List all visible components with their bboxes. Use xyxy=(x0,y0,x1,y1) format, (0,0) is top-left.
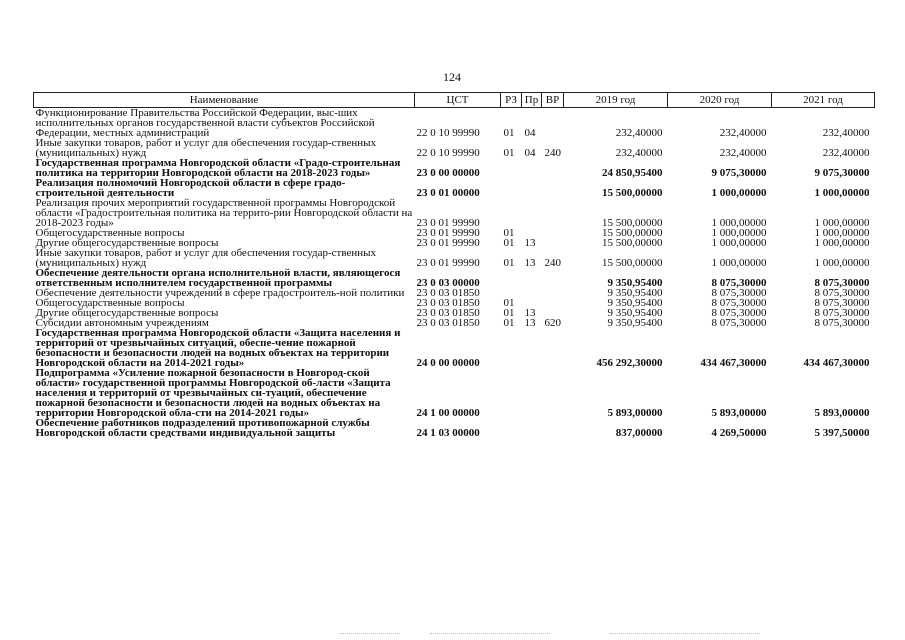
cell-y2019: 24 850,95400 xyxy=(602,167,663,179)
scan-artifact-line xyxy=(340,633,400,635)
cell-name: Иные закупки товаров, работ и услуг для обеспечения государ-ственных (муниципальных) нужд xyxy=(35,247,377,269)
cell-y2020: 232,40000 xyxy=(719,147,767,159)
cell-name: Общегосударственные вопросы xyxy=(35,297,185,309)
cell-rz: 01 xyxy=(503,127,515,139)
cell-cst: 23 0 00 00000 xyxy=(416,167,480,179)
cell-vr xyxy=(542,298,564,308)
cell-name: Реализация полномочий Новгородской области в сфере градо-строительной деятельности xyxy=(35,177,346,199)
cell-cst: 23 0 03 01850 xyxy=(416,297,480,309)
cell-y2020: 434 467,30000 xyxy=(700,357,767,369)
cell-vr xyxy=(542,178,564,198)
cell-vr: 240 xyxy=(544,147,561,159)
cell-y2021: 8 075,30000 xyxy=(814,297,870,309)
header-pr: Пр xyxy=(522,93,542,108)
table-row xyxy=(34,328,875,368)
cell-cst: 24 1 03 00000 xyxy=(416,427,480,439)
table-header-row xyxy=(34,93,875,108)
cell-cst: 23 0 01 99990 xyxy=(416,237,480,249)
cell-cst: 23 0 01 99990 xyxy=(416,227,480,239)
cell-y2019: 9 350,95400 xyxy=(607,297,663,309)
cell-y2020: 8 075,30000 xyxy=(711,307,767,319)
cell-y2021: 232,40000 xyxy=(822,127,870,139)
cell-y2020: 1 000,00000 xyxy=(711,217,767,229)
cell-y2020: 4 269,50000 xyxy=(711,427,767,439)
cell-vr: 620 xyxy=(544,317,561,329)
cell-name: Функционирование Правительства Российской Федерации, выс-ших исполнительных органов государственной власти субъектов Российской Федерации, местных администраций xyxy=(35,107,375,139)
cell-pr xyxy=(522,198,542,228)
cell-rz: 01 xyxy=(503,257,515,269)
cell-y2019: 837,00000 xyxy=(615,427,663,439)
cell-cst: 23 0 03 01850 xyxy=(416,317,480,329)
cell-rz xyxy=(501,158,522,178)
cell-name: Государственная программа Новгородской области «Защита населения и территорий от чрезвычайных ситуаций, обеспе-чение пожарной безопасности и безопасности людей на водных объектах на территории Новгородской области на 2014-2021 годы» xyxy=(35,327,401,369)
cell-pr: 13 xyxy=(524,307,536,319)
cell-pr: 04 xyxy=(524,147,536,159)
table-row xyxy=(34,108,875,139)
header-rz: РЗ xyxy=(501,93,522,108)
scan-artifact-line xyxy=(610,633,760,635)
cell-pr xyxy=(522,418,542,438)
cell-pr xyxy=(522,158,542,178)
cell-y2020: 8 075,30000 xyxy=(711,297,767,309)
cell-y2021: 1 000,00000 xyxy=(814,257,870,269)
cell-vr xyxy=(542,288,564,298)
cell-rz xyxy=(501,268,522,288)
table-row xyxy=(34,268,875,288)
cell-name: Подпрограмма «Усиление пожарной безопасности в Новгород-ской области» государственной программы Новгородской об-ласти «Защита населения и территорий от чрезвычайных си-туаций, обеспечение пожарной безопасности и безопасности людей на водных объектах на территории Новгородской обла-сти на 2014-2021 годы» xyxy=(35,367,391,419)
header-cst: ЦСТ xyxy=(415,93,501,108)
cell-pr xyxy=(522,288,542,298)
cell-rz: 01 xyxy=(503,147,515,159)
cell-rz: 01 xyxy=(503,237,515,249)
cell-cst: 22 0 10 99990 xyxy=(416,147,480,159)
page-number: 124 xyxy=(443,70,461,84)
cell-y2019: 232,40000 xyxy=(615,147,663,159)
cell-cst: 23 0 01 99990 xyxy=(416,217,480,229)
cell-vr xyxy=(542,228,564,238)
cell-rz xyxy=(501,418,522,438)
cell-y2019: 15 500,00000 xyxy=(602,187,663,199)
cell-rz xyxy=(501,368,522,418)
cell-name: Общегосударственные вопросы xyxy=(35,227,185,239)
cell-y2020: 8 075,30000 xyxy=(711,277,767,289)
cell-rz xyxy=(501,178,522,198)
cell-y2021: 1 000,00000 xyxy=(814,237,870,249)
cell-vr xyxy=(542,238,564,248)
cell-rz: 01 xyxy=(503,227,515,239)
cell-y2020: 8 075,30000 xyxy=(711,287,767,299)
cell-name: Реализация прочих мероприятий государственной программы Новгородской области «Градостроительная политика на террито-рии Новгородской области на 2018-2023 годы» xyxy=(35,197,413,229)
table-row xyxy=(34,178,875,198)
cell-y2019: 5 893,00000 xyxy=(607,407,663,419)
header-2019: 2019 год xyxy=(564,93,668,108)
cell-rz: 01 xyxy=(503,297,515,309)
cell-cst: 22 0 10 99990 xyxy=(416,127,480,139)
cell-cst: 23 0 01 99990 xyxy=(416,257,480,269)
cell-pr: 13 xyxy=(524,317,536,329)
cell-y2021: 1 000,00000 xyxy=(814,227,870,239)
cell-y2021: 434 467,30000 xyxy=(803,357,870,369)
cell-vr xyxy=(542,158,564,178)
cell-y2019: 15 500,00000 xyxy=(602,237,663,249)
cell-vr xyxy=(542,368,564,418)
cell-name: Государственная программа Новгородской области «Градо-строительная политика на территории Новгородской области на 2018-2023 годы» xyxy=(35,157,401,179)
table-row xyxy=(34,158,875,178)
cell-pr xyxy=(522,368,542,418)
cell-name: Обеспечение работников подразделений противопожарной службы Новгородской области средствами индивидуальной защиты xyxy=(35,417,370,439)
header-2020: 2020 год xyxy=(668,93,772,108)
cell-vr xyxy=(542,418,564,438)
cell-y2019: 9 350,95400 xyxy=(607,287,663,299)
table-body xyxy=(34,108,875,439)
cell-y2021: 8 075,30000 xyxy=(814,307,870,319)
cell-name: Другие общегосударственные вопросы xyxy=(35,237,219,249)
cell-y2021: 8 075,30000 xyxy=(814,287,870,299)
cell-y2021: 5 397,50000 xyxy=(814,427,870,439)
cell-vr xyxy=(542,108,564,139)
table-row xyxy=(34,138,875,158)
cell-name: Обеспечение деятельности учреждений в сфере градостроитель-ной политики xyxy=(35,287,405,299)
cell-cst: 23 0 03 00000 xyxy=(416,277,480,289)
cell-pr: 13 xyxy=(524,237,536,249)
cell-cst: 23 0 01 00000 xyxy=(416,187,480,199)
table-row xyxy=(34,368,875,418)
cell-y2020: 1 000,00000 xyxy=(711,237,767,249)
budget-table xyxy=(33,92,875,438)
cell-name: Субсидии автономным учреждениям xyxy=(35,317,209,329)
table-row xyxy=(34,248,875,268)
cell-y2021: 1 000,00000 xyxy=(814,187,870,199)
cell-rz xyxy=(501,198,522,228)
cell-y2019: 15 500,00000 xyxy=(602,257,663,269)
cell-y2020: 5 893,00000 xyxy=(711,407,767,419)
cell-vr xyxy=(542,328,564,368)
cell-y2021: 8 075,30000 xyxy=(814,277,870,289)
cell-y2020: 1 000,00000 xyxy=(711,187,767,199)
cell-name: Другие общегосударственные вопросы xyxy=(35,307,219,319)
cell-name: Обеспечение деятельности органа исполнительной власти, являющегося ответственным исполнителем государственной программы xyxy=(35,267,401,289)
cell-y2021: 9 075,30000 xyxy=(814,167,870,179)
cell-y2019: 9 350,95400 xyxy=(607,317,663,329)
cell-y2021: 5 893,00000 xyxy=(814,407,870,419)
cell-y2019: 15 500,00000 xyxy=(602,217,663,229)
cell-y2020: 9 075,30000 xyxy=(711,167,767,179)
cell-rz: 01 xyxy=(503,307,515,319)
cell-y2021: 1 000,00000 xyxy=(814,217,870,229)
cell-y2019: 9 350,95400 xyxy=(607,307,663,319)
cell-rz xyxy=(501,328,522,368)
header-vr: ВР xyxy=(542,93,564,108)
cell-y2020: 232,40000 xyxy=(719,127,767,139)
cell-pr xyxy=(522,268,542,288)
table-row xyxy=(34,418,875,438)
cell-rz: 01 xyxy=(503,317,515,329)
cell-pr xyxy=(522,178,542,198)
cell-y2019: 232,40000 xyxy=(615,127,663,139)
cell-y2019: 9 350,95400 xyxy=(607,277,663,289)
header-2021: 2021 год xyxy=(772,93,875,108)
cell-cst: 23 0 03 01850 xyxy=(416,287,480,299)
cell-name: Иные закупки товаров, работ и услуг для обеспечения государ-ственных (муниципальных) нужд xyxy=(35,137,377,159)
cell-pr: 13 xyxy=(524,257,536,269)
cell-cst: 24 1 00 00000 xyxy=(416,407,480,419)
cell-vr xyxy=(542,268,564,288)
cell-pr: 04 xyxy=(524,127,536,139)
header-name: Наименование xyxy=(34,93,415,108)
cell-y2020: 8 075,30000 xyxy=(711,317,767,329)
cell-cst: 24 0 00 00000 xyxy=(416,357,480,369)
cell-vr xyxy=(542,198,564,228)
cell-y2019: 15 500,00000 xyxy=(602,227,663,239)
cell-y2021: 232,40000 xyxy=(822,147,870,159)
cell-y2019: 456 292,30000 xyxy=(596,357,663,369)
cell-y2021: 8 075,30000 xyxy=(814,317,870,329)
cell-y2020: 1 000,00000 xyxy=(711,227,767,239)
cell-y2020: 1 000,00000 xyxy=(711,257,767,269)
table-row xyxy=(34,198,875,228)
cell-cst: 23 0 03 01850 xyxy=(416,307,480,319)
cell-pr xyxy=(522,328,542,368)
cell-vr: 240 xyxy=(544,257,561,269)
scan-artifact-line xyxy=(430,633,550,635)
